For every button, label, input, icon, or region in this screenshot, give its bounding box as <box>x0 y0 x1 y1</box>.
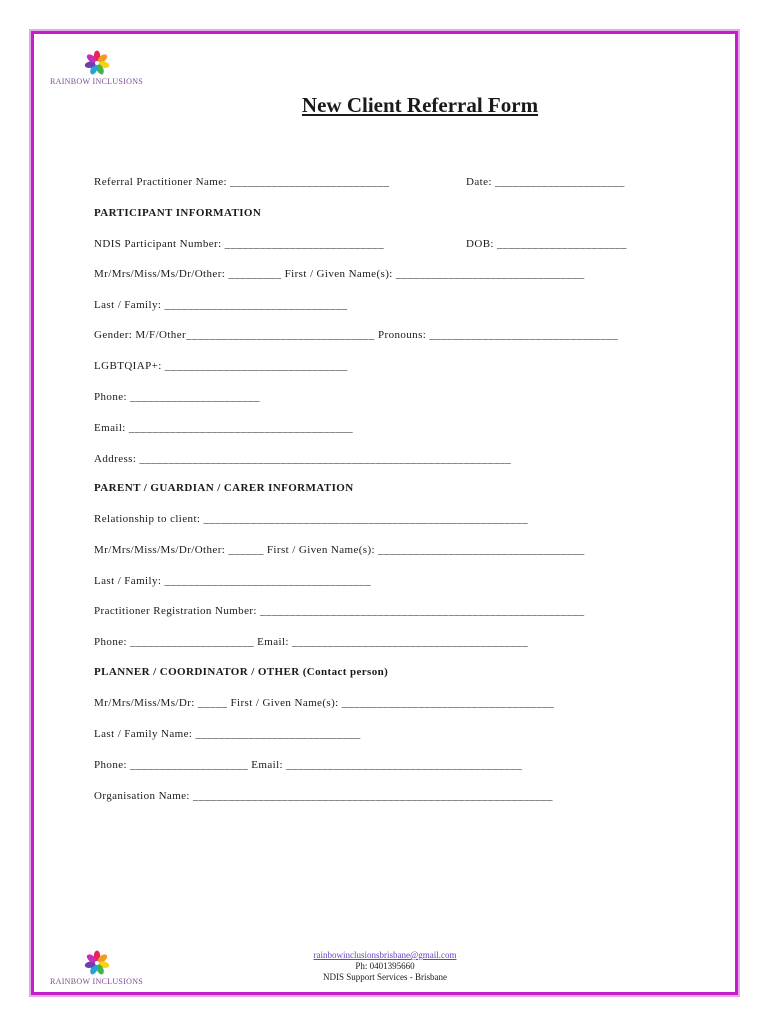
planner-heading: PLANNER / COORDINATOR / OTHER (Contact person) <box>94 666 389 678</box>
guardian-title-name-field[interactable]: Mr/Mrs/Miss/Ms/Dr/Other: ______ First / Given Name(s): ___________________________________ <box>94 544 585 556</box>
participant-heading: PARTICIPANT INFORMATION <box>94 207 262 219</box>
planner-title-name-field[interactable]: Mr/Mrs/Miss/Ms/Dr: _____ First / Given Name(s): ____________________________________ <box>94 697 555 709</box>
planner-last-name-field[interactable]: Last / Family Name: ____________________________ <box>94 728 361 740</box>
footer-phone: Ph: 0401395660 <box>355 961 415 971</box>
dob-field[interactable]: DOB: ______________________ <box>466 238 627 250</box>
organisation-name-field[interactable]: Organisation Name: _____________________________________________________________ <box>94 790 553 802</box>
brand-logo-top <box>50 50 143 86</box>
participant-phone-field[interactable]: Phone: ______________________ <box>94 391 260 403</box>
participant-email-field[interactable]: Email: ______________________________________ <box>94 422 354 434</box>
participant-title-name-field[interactable]: Mr/Mrs/Miss/Ms/Dr/Other: _________ First / Given Name(s): ________________________________ <box>94 268 585 280</box>
footer-email-link[interactable]: rainbowinclusionsbrisbane@gmail.com <box>313 950 457 960</box>
brand-logo-text: RAINBOW INCLUSIONS <box>50 977 144 986</box>
gender-pronouns-field[interactable]: Gender: M/F/Other________________________________ Pronouns: ________________________________ <box>94 329 619 341</box>
footer-services: NDIS Support Services - Brisbane <box>323 972 447 982</box>
guardian-heading: PARENT / GUARDIAN / CARER INFORMATION <box>94 482 354 494</box>
participant-address-field[interactable]: Address: _______________________________________________________________ <box>94 453 512 465</box>
lgbtqiap-field[interactable]: LGBTQIAP+: _______________________________ <box>94 360 348 372</box>
planner-phone-email-field[interactable]: Phone: ____________________ Email: ________________________________________ <box>94 759 523 771</box>
rainbow-flower-icon <box>82 50 112 76</box>
guardian-phone-email-field[interactable]: Phone: _____________________ Email: ________________________________________ <box>94 636 529 648</box>
form-title: New Client Referral Form <box>301 93 539 117</box>
relationship-field[interactable]: Relationship to client: _______________________________________________________ <box>94 513 529 525</box>
referral-date-field[interactable]: Date: ______________________ <box>466 176 625 188</box>
guardian-last-name-field[interactable]: Last / Family: ___________________________________ <box>94 575 371 587</box>
participant-last-name-field[interactable]: Last / Family: _______________________________ <box>94 299 348 311</box>
referral-practitioner-field[interactable]: Referral Practitioner Name: ___________________________ <box>94 176 390 188</box>
ndis-number-field[interactable]: NDIS Participant Number: ___________________________ <box>94 238 384 250</box>
brand-logo-text: RAINBOW INCLUSIONS <box>50 77 144 86</box>
practitioner-registration-field[interactable]: Practitioner Registration Number: _______________________________________________________ <box>94 605 585 617</box>
